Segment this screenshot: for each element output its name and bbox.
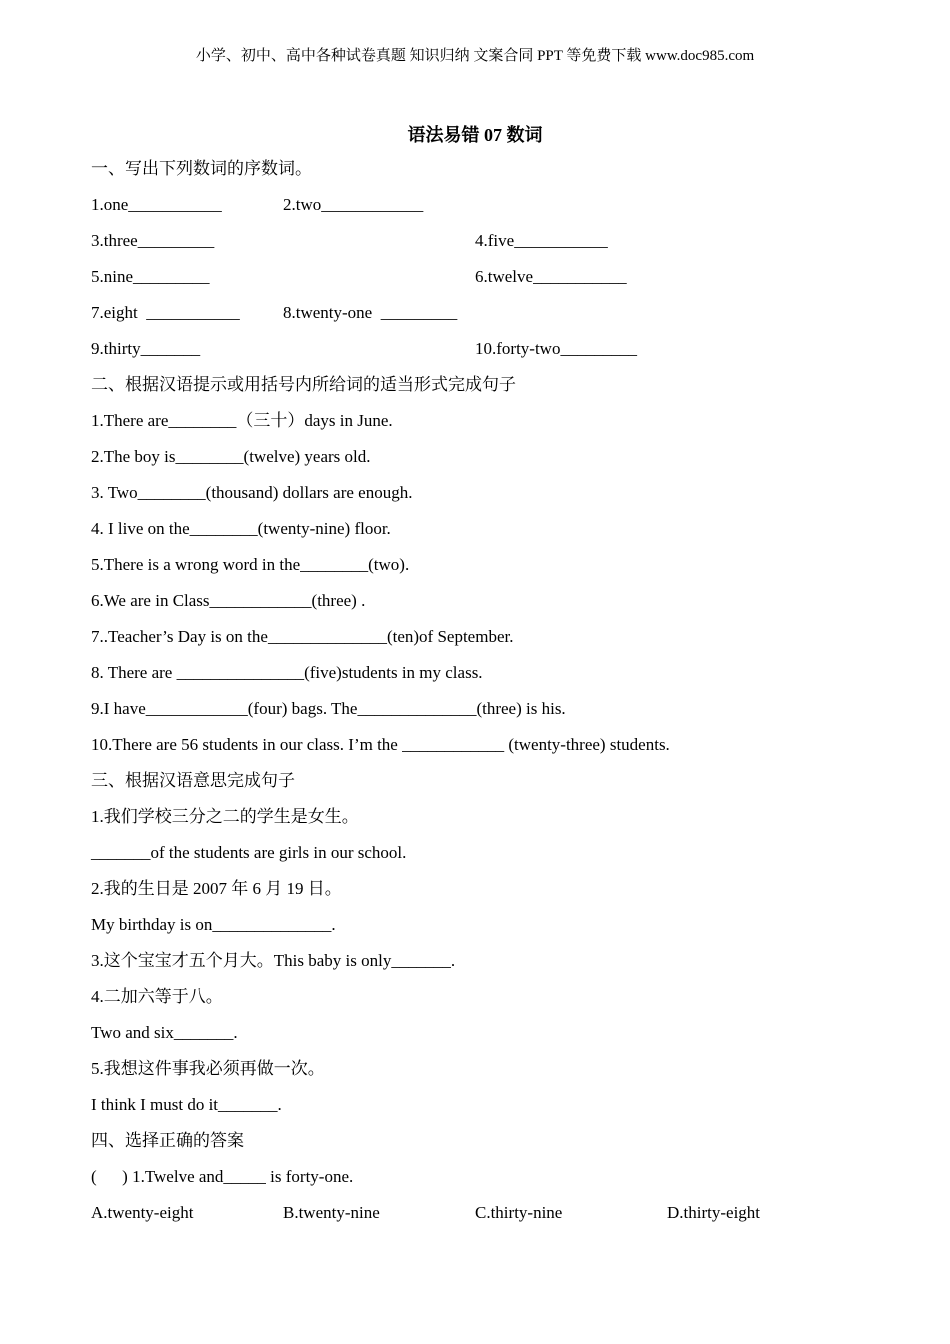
s2-question-7: 7..Teacher’s Day is on the______________(ten)of September. <box>91 627 514 646</box>
answer-blank[interactable]: ______________ <box>212 915 332 934</box>
option-d[interactable]: D.thirty-eight <box>667 1203 761 1222</box>
option-c[interactable]: C.thirty-nine <box>475 1203 563 1222</box>
s3-question-5-english: I think I must do it_______. <box>91 1095 282 1114</box>
s2-question-4: 4. I live on the________(twenty-nine) floor. <box>91 519 391 538</box>
s3-question-4-english: Two and six_______. <box>91 1023 238 1042</box>
s1-item-6: 6.twelve___________ <box>475 267 627 286</box>
option-a[interactable]: A.twenty-eight <box>91 1203 194 1222</box>
s1-item-10: 10.forty-two_________ <box>475 339 637 358</box>
s1-item-7: 7.eight ___________ <box>91 303 240 322</box>
s1-item-1: 1.one___________ <box>91 195 222 214</box>
answer-blank[interactable]: ____________ <box>321 195 424 214</box>
s3-question-1-chinese: 1.我们学校三分之二的学生是女生。 <box>91 807 359 826</box>
s1-item-9: 9.thirty_______ <box>91 339 201 358</box>
answer-blank[interactable]: ___________ <box>128 195 222 214</box>
answer-blank[interactable]: ________ <box>300 555 369 574</box>
s3-question-1-english: _______of the students are girls in our school. <box>91 843 407 862</box>
page-header: 小学、初中、高中各种试卷真题 知识归纳 文案合同 PPT 等免费下载 www.doc985.com <box>195 48 755 64</box>
answer-blank[interactable]: _________ <box>137 231 215 250</box>
answer-blank[interactable]: ____________ <box>145 699 248 718</box>
s4-question-1: ( ) 1.Twelve and_____ is forty-one. <box>91 1167 354 1186</box>
s1-item-5: 5.nine_________ <box>91 267 210 286</box>
answer-blank[interactable]: ____________ <box>402 735 505 754</box>
section-2-heading: 二、根据汉语提示或用括号内所给词的适当形式完成句子 <box>91 375 516 394</box>
answer-blank[interactable]: ___________ <box>142 303 240 322</box>
answer-blank[interactable]: _______. <box>173 1023 238 1042</box>
answer-blank[interactable]: ________ <box>175 447 244 466</box>
s1-item-4: 4.five___________ <box>475 231 608 250</box>
answer-blank[interactable]: _______ <box>140 339 201 358</box>
s2-question-9: 9.I have____________(four) bags. The______________(three) is his. <box>91 699 566 718</box>
s2-question-3: 3. Two________(thousand) dollars are enough. <box>91 483 413 502</box>
s2-question-1: 1.There are________（三十）days in June. <box>91 411 393 430</box>
answer-blank[interactable]: _________ <box>560 339 637 358</box>
s3-question-4-chinese: 4.二加六等于八。 <box>91 987 223 1006</box>
s1-item-2: 2.two____________ <box>283 195 424 214</box>
s3-question-2-chinese: 2.我的生日是 2007 年 6 月 19 日。 <box>91 879 342 898</box>
answer-blank[interactable]: ________ <box>168 411 237 430</box>
answer-blank[interactable]: _______. <box>218 1095 282 1114</box>
answer-blank[interactable]: _____ <box>223 1167 266 1186</box>
worksheet-title: 语法易错 07 数词 <box>407 125 543 145</box>
s3-question-2-english: My birthday is on______________. <box>91 915 336 934</box>
s1-item-8: 8.twenty-one _________ <box>283 303 458 322</box>
answer-blank[interactable]: _______ <box>91 843 151 862</box>
s2-question-5: 5.There is a wrong word in the________(two). <box>91 555 410 574</box>
answer-blank[interactable]: ___________ <box>514 231 608 250</box>
s2-question-6: 6.We are in Class____________(three) . <box>91 591 366 610</box>
section-1-heading: 一、写出下列数词的序数词。 <box>91 159 312 178</box>
answer-blank[interactable]: ______________ <box>267 627 387 646</box>
answer-blank[interactable]: _______. <box>391 951 456 970</box>
section-4-heading: 四、选择正确的答案 <box>91 1131 244 1150</box>
answer-blank[interactable]: _______________ <box>176 663 305 682</box>
answer-blank[interactable]: ________ <box>189 519 258 538</box>
answer-blank[interactable]: ________ <box>137 483 206 502</box>
answer-blank[interactable]: _________ <box>133 267 210 286</box>
answer-blank[interactable]: ______________ <box>357 699 477 718</box>
s2-question-2: 2.The boy is________(twelve) years old. <box>91 447 371 466</box>
option-b[interactable]: B.twenty-nine <box>283 1203 380 1222</box>
answer-blank[interactable]: _________ <box>376 303 458 322</box>
s3-question-5-chinese: 5.我想这件事我必须再做一次。 <box>91 1059 325 1078</box>
s2-question-10: 10.There are 56 students in our class. I’m the ____________ (twenty-three) students. <box>91 735 670 754</box>
answer-blank[interactable]: ___________ <box>533 267 627 286</box>
s2-question-8: 8. There are _______________(five)students in my class. <box>91 663 483 682</box>
s3-question-3: 3.这个宝宝才五个月大。This baby is only_______. <box>91 951 456 970</box>
s1-item-3: 3.three_________ <box>91 231 215 250</box>
section-3-heading: 三、根据汉语意思完成句子 <box>91 771 295 790</box>
answer-blank[interactable]: ____________ <box>209 591 312 610</box>
